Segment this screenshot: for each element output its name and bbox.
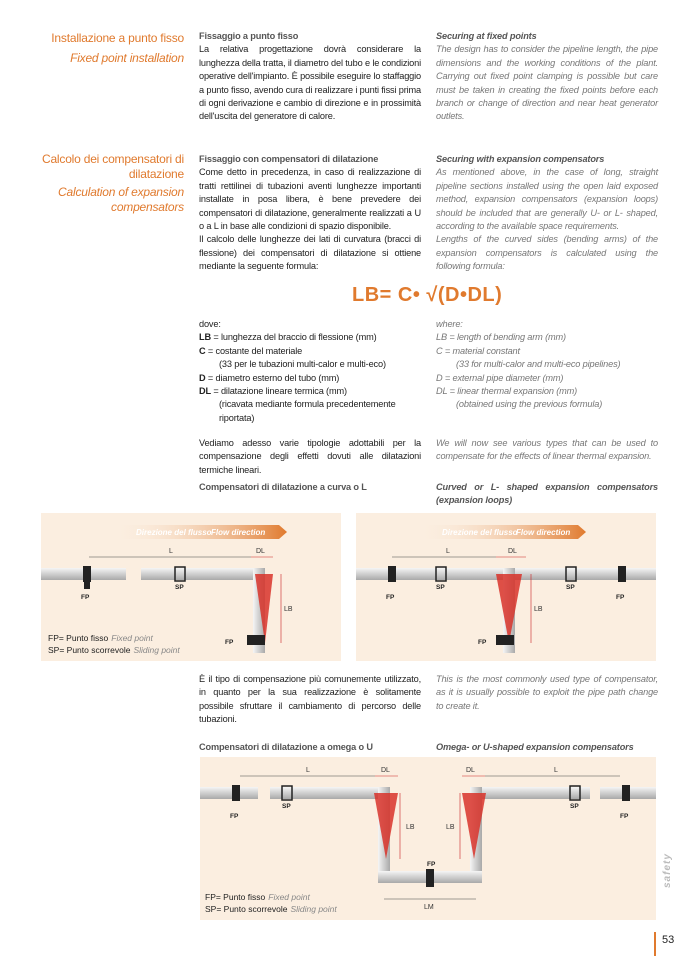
- formula: LB= C• √(D•DL): [352, 284, 503, 306]
- flow-label-en-2: Flow direction: [516, 528, 571, 537]
- dim-DL: DL: [256, 548, 265, 555]
- fixed-it-text: La relativa progettazione dovrà considerare la lunghezza della tratta, il diametro del tubo e le condizioni operative dell'impianto. È possibile eseguire lo staffaggio a punto fisso, avendo cura di realizzare i punti fissi prima di ogni derivazione e cambio di direzione e in prossimità dell'uscita del generatore di calore.: [199, 44, 421, 122]
- u-dim-DL-2: DL: [466, 767, 475, 774]
- comp-it-title: Fissaggio con compensatori di dilatazione: [199, 154, 379, 164]
- ucomp-title-it: Compensatori di dilatazione a omega o U: [199, 742, 373, 752]
- fp-label-5: FP: [478, 639, 487, 646]
- flow-label-en: Flow direction: [211, 528, 266, 537]
- fixed-it-title: Fissaggio a punto fisso: [199, 31, 299, 41]
- def-c-key: C: [199, 345, 206, 356]
- sp-label-1: SP: [175, 584, 184, 591]
- legend2-fp-it: FP= Punto fisso: [205, 892, 266, 902]
- legend-fp-en: Fixed point: [111, 633, 153, 643]
- sp-label-3: SP: [566, 584, 575, 591]
- def-d: = diametro esterno del tubo (mm): [205, 372, 340, 383]
- comp-it-column: [199, 153, 421, 274]
- u-fp-left: FP: [230, 813, 239, 820]
- def-dl: = dilatazione lineare termica (mm): [210, 386, 347, 397]
- vertical-brand-text: safety: [662, 853, 673, 888]
- def-c-note: (33 per le tubazioni multi-calor e multi-eco): [219, 359, 386, 370]
- page-number: 53: [654, 932, 674, 956]
- fp-label-4: FP: [616, 594, 625, 601]
- comp-en-text1: As mentioned above, in the case of long, straight pipeline sections installed using the open laid exposed method, expansion compensators (expansion loops) should be included that are generally U- or L- shaped, according to the available space requirements.: [436, 167, 658, 232]
- u-sp-right: SP: [570, 803, 579, 810]
- legend-sp-it: SP= Punto scorrevole: [48, 645, 131, 655]
- lcomp-title-en: Curved or L- shaped expansion compensators (expansion loops): [436, 482, 658, 506]
- legend2-sp-en: Sliding point: [290, 904, 337, 914]
- u-dim-LB-2: LB: [446, 824, 455, 831]
- fixed-it-column: [199, 30, 421, 124]
- u-fp-right: FP: [620, 813, 629, 820]
- def-lb: = lunghezza del braccio di flessione (mm): [210, 332, 377, 343]
- types-it: Vediamo adesso varie tipologie adottabili per la compensazione degli effetti dovuti alle dilatazioni termiche lineari.: [199, 438, 421, 475]
- dim-L-2: L: [446, 548, 450, 555]
- def-en-c: C = material constant: [436, 345, 520, 356]
- def-en-lb: LB = length of bending arm (mm): [436, 332, 566, 343]
- side-heading-comp-it: Calcolo dei compensatori di dilatazione: [41, 152, 184, 181]
- u-sp-left: SP: [282, 803, 291, 810]
- fixed-en-text: The design has to consider the pipeline length, the pipe dimensions and the working conditions of the plant. Carrying out fixed point clamping is possible but care must be taken in creating the fixed points before each branch or change of direction and near heat generator outlets.: [436, 44, 658, 122]
- side-heading-fixed-it: Installazione a punto fisso: [51, 31, 184, 45]
- dim-L: L: [169, 548, 173, 555]
- comp-it-text2: Il calcolo delle lunghezze dei lati di curvatura (bracci di flessione) dei compensatori di dilatazione si ottiene mediante la seguente formula:: [199, 234, 421, 272]
- u-dim-L-2: L: [554, 767, 558, 774]
- flow-label-it-2: Direzione del flusso: [442, 528, 518, 537]
- comp-it-text1: Come detto in precedenza, in caso di realizzazione di tratti rettilinei di tubazioni aventi lunghezze importanti installate in posa libera, è bene prevedere dei compensatori di dilatazione, generalmente realizzati a U o a L in base alle condizioni di spazio disponibile.: [199, 167, 421, 232]
- dim-LB-2: LB: [534, 606, 543, 613]
- side-heading-fixed: [20, 31, 184, 66]
- legend-top: [48, 632, 180, 656]
- legend-bottom: [205, 891, 337, 915]
- lcomp-desc-en: This is the most commonly used type of compensator, as it is usually possible to exploit the pipe path change to create it.: [436, 674, 658, 711]
- fixed-en-title: Securing at fixed points: [436, 31, 537, 41]
- definitions-en: [436, 318, 658, 412]
- def-en-d: D = external pipe diameter (mm): [436, 372, 564, 383]
- ucomp-title-en: Omega- or U-shaped expansion compensators: [436, 742, 634, 752]
- def-lb-key: LB: [199, 332, 211, 343]
- def-d-key: D: [199, 372, 206, 383]
- def-en-dl-note: (obtained using the previous formula): [456, 399, 603, 410]
- def-dl-note: (ricavata mediante formula precedentemente riportata): [219, 399, 396, 423]
- def-dl-key: DL: [199, 386, 211, 397]
- legend2-fp-en: Fixed point: [268, 892, 310, 902]
- fixed-en-column: [436, 30, 658, 124]
- fp-label-2: FP: [225, 639, 234, 646]
- comp-en-column: [436, 153, 658, 274]
- def-c: = costante del materiale: [205, 345, 303, 356]
- u-dim-L-1: L: [306, 767, 310, 774]
- legend-sp-en: Sliding point: [133, 645, 180, 655]
- sp-label-2: SP: [436, 584, 445, 591]
- lcomp-title-it: Compensatori di dilatazione a curva o L: [199, 482, 367, 492]
- u-fp-bottom: FP: [427, 861, 436, 868]
- def-en-intro: where:: [436, 319, 463, 329]
- u-dim-DL-1: DL: [381, 767, 390, 774]
- legend-fp-it: FP= Punto fisso: [48, 633, 109, 643]
- comp-en-text2: Lengths of the curved sides (bending arms) of the expansion compensators is calculated using the following formula:: [436, 234, 658, 272]
- comp-en-title: Securing with expansion compensators: [436, 154, 605, 164]
- lcomp-desc-it: È il tipo di compensazione più comunemente utilizzato, in quanto per la sua realizzazione è solitamente possibile sfruttare il cambiamento di percorso delle tubazioni.: [199, 674, 421, 725]
- flow-label-it: Direzione del flusso: [136, 528, 212, 537]
- fp-label-1: FP: [81, 594, 90, 601]
- dim-DL-2: DL: [508, 548, 517, 555]
- types-en: We will now see various types that can be used to compensate for the effects of linear thermal expansion.: [436, 438, 658, 462]
- side-heading-comp: [20, 152, 184, 215]
- def-intro: dove:: [199, 319, 221, 329]
- side-heading-fixed-en: Fixed point installation: [70, 51, 184, 65]
- u-dim-LM: LM: [424, 904, 434, 911]
- dim-LB: LB: [284, 606, 293, 613]
- definitions-it: [199, 318, 421, 425]
- legend2-sp-it: SP= Punto scorrevole: [205, 904, 288, 914]
- side-heading-comp-en: Calculation of expansion compensators: [58, 185, 184, 214]
- u-dim-LB-1: LB: [406, 824, 415, 831]
- def-en-dl: DL = linear thermal expansion (mm): [436, 386, 578, 397]
- l-compensator-diagram-right: [356, 513, 656, 661]
- fp-label-3: FP: [386, 594, 395, 601]
- def-en-c-note: (33 for multi-calor and multi-eco pipelines): [456, 359, 621, 370]
